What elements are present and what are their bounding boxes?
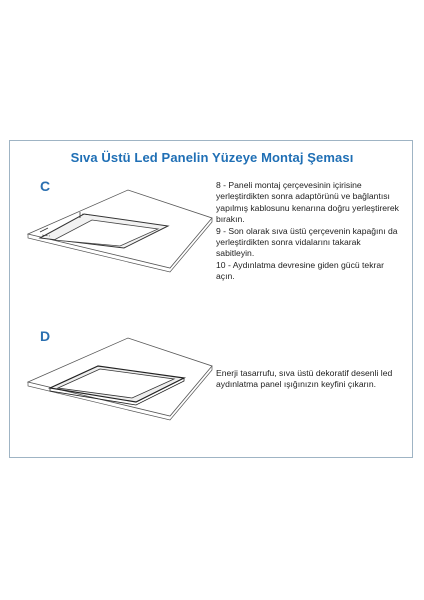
step-c-illustration: [20, 188, 216, 274]
step-d-instructions: [216, 368, 416, 391]
diagram-title: Sıva Üstü Led Panelin Yüzeye Montaj Şeması: [70, 150, 354, 165]
step-d-illustration: [20, 336, 216, 422]
instruction-line: 9 - Son olarak sıva üstü çerçevenin kapağını da: [216, 225, 398, 236]
instruction-line: yapılmış kablosunu kenarına doğru yerleştirerek: [216, 202, 399, 213]
instruction-line: 10 - Aydınlatma devresine giden gücü tekrar: [216, 259, 384, 270]
step-c-instructions: [216, 180, 416, 283]
step-d-label: D: [40, 328, 51, 344]
instruction-line: 8 - Paneli montaj çerçevesinin içirisine: [216, 180, 362, 190]
instruction-line: aydınlatma panel ışığınızın keyfini çıkarın.: [216, 379, 377, 390]
instruction-line: yerleştirdikten sonra vidalarını takarak: [216, 237, 361, 248]
instruction-line: sabitleyin.: [216, 248, 255, 259]
instruction-line: bırakın.: [216, 214, 245, 225]
instruction-line: Enerji tasarrufu, sıva üstü dekoratif desenli led: [216, 368, 393, 378]
instruction-line: yerleştirdikten sonra adaptörünü ve bağlantısı: [216, 191, 390, 202]
step-c-label: C: [40, 178, 51, 194]
instruction-line: açın.: [216, 271, 235, 282]
